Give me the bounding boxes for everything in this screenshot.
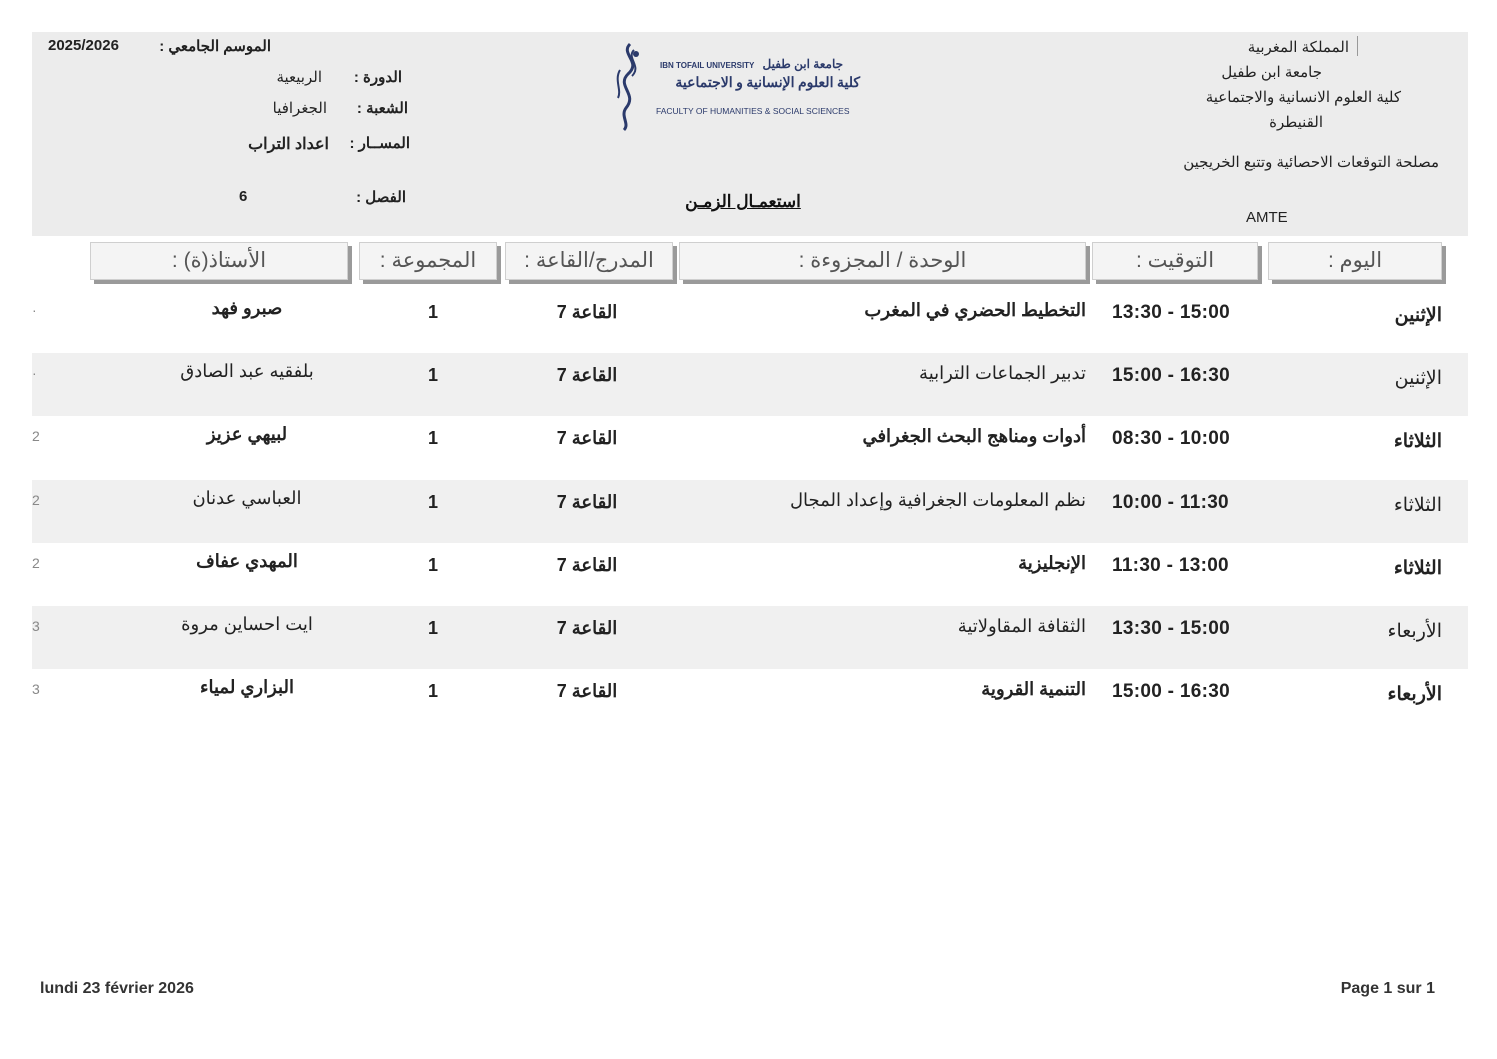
column-header-time: التوقيت : — [1092, 242, 1258, 280]
table-row — [32, 480, 1468, 543]
row-group: 1 — [427, 302, 438, 322]
row-edge-marker: 2 — [32, 492, 40, 508]
page-title: استعمـال الزمـن — [685, 192, 801, 211]
logo-faculty-en: FACULTY OF HUMANITIES & SOCIAL SCIENCES — [656, 106, 850, 116]
header-service: مصلحة التوقعات الاحصائية وتتبع الخريجين — [1183, 154, 1439, 171]
row-room: القاعة 7 — [556, 681, 618, 701]
row-room: القاعة 7 — [556, 555, 618, 575]
track-label: المســار : — [349, 135, 410, 152]
table-row — [32, 290, 1468, 353]
row-edge-marker: · — [32, 302, 37, 318]
column-header-group: المجموعة : — [359, 242, 497, 280]
session-value: الربيعية — [276, 69, 322, 86]
footer-page-number: Page 1 sur 1 — [1340, 980, 1435, 997]
row-time: 08:30 - 10:00 — [1112, 428, 1230, 449]
row-room: القاعة 7 — [556, 365, 618, 385]
branch-label: الشعبة : — [356, 100, 408, 117]
column-header-room: المدرج/القاعة : — [505, 242, 673, 280]
row-module: الإنجليزية — [1018, 553, 1086, 573]
row-time: 13:30 - 15:00 — [1112, 618, 1230, 639]
row-professor: ايت احساين مروة — [181, 614, 313, 634]
row-module: التخطيط الحضري في المغرب — [864, 300, 1086, 320]
row-time: 15:00 - 16:30 — [1112, 365, 1230, 386]
row-day: الأربعاء — [1387, 621, 1442, 642]
season-value: 2025/2026 — [48, 37, 119, 54]
semester-label: الفصل : — [356, 189, 406, 206]
logo-university-en: IBN TOFAIL UNIVERSITY — [660, 61, 755, 70]
column-header-professor: الأستاذ(ة) : — [90, 242, 348, 280]
row-professor: البزاري لمياء — [200, 677, 294, 697]
header-line-kingdom: المملكة المغربية — [1247, 39, 1349, 56]
row-room: القاعة 7 — [556, 618, 618, 638]
header-cursor-line — [1357, 36, 1358, 56]
footer-date: lundi 23 février 2026 — [40, 980, 194, 997]
row-time: 10:00 - 11:30 — [1112, 492, 1229, 513]
table-row — [32, 606, 1468, 669]
table-row — [32, 669, 1468, 732]
row-day: الإثنين — [1394, 368, 1442, 389]
table-row — [32, 416, 1468, 479]
header-code: AMTE — [1246, 209, 1288, 226]
row-day: الثلاثاء — [1393, 431, 1442, 452]
row-edge-marker: 2 — [32, 555, 40, 571]
column-header-day: اليوم : — [1268, 242, 1442, 280]
row-day: الثلاثاء — [1393, 558, 1442, 579]
session-label: الدورة : — [353, 69, 402, 86]
row-room: القاعة 7 — [556, 428, 618, 448]
row-module: نظم المعلومات الجغرافية وإعداد المجال — [789, 490, 1086, 510]
row-group: 1 — [427, 365, 438, 385]
semester-value: 6 — [239, 188, 248, 205]
row-group: 1 — [427, 492, 438, 512]
row-professor: لبيهي عزيز — [206, 424, 288, 444]
logo-university-ar: جامعة ابن طفيل — [762, 57, 844, 71]
row-edge-marker: · — [32, 365, 37, 381]
header-line-university: جامعة ابن طفيل — [1221, 64, 1322, 81]
row-group: 1 — [427, 555, 438, 575]
row-professor: بلفقيه عبد الصادق — [180, 361, 314, 381]
season-label: الموسم الجامعي : — [159, 38, 271, 55]
track-value: اعداد التراب — [248, 136, 329, 153]
row-module: أدوات ومناهج البحث الجغرافي — [862, 426, 1086, 446]
row-time: 11:30 - 13:00 — [1112, 555, 1229, 576]
logo-faculty-ar: كلية العلوم الإنسانية و الاجتماعية — [675, 76, 860, 91]
row-group: 1 — [427, 428, 438, 448]
row-room: القاعة 7 — [556, 302, 618, 322]
table-row — [32, 543, 1468, 606]
branch-value: الجغرافيا — [272, 100, 327, 117]
row-group: 1 — [427, 618, 438, 638]
row-professor: المهدي عفاف — [196, 551, 298, 571]
row-professor: العباسي عدنان — [192, 488, 302, 508]
header-line-faculty: كلية العلوم الانسانية والاجتماعية — [1205, 89, 1401, 106]
row-edge-marker: 3 — [32, 618, 40, 634]
row-professor: صبرو فهد — [211, 298, 283, 318]
row-module: الثقافة المقاولاتية — [957, 616, 1086, 636]
row-module: التنمية القروية — [981, 679, 1086, 699]
column-header-module: الوحدة / المجزوءة : — [679, 242, 1086, 280]
row-time: 15:00 - 16:30 — [1112, 681, 1230, 702]
row-day: الأربعاء — [1387, 684, 1442, 705]
row-day: الثلاثاء — [1393, 495, 1442, 516]
table-row — [32, 353, 1468, 416]
row-room: القاعة 7 — [556, 492, 618, 512]
header-line-city: القنيطرة — [1269, 114, 1323, 131]
university-logo — [612, 40, 864, 132]
row-module: تدبير الجماعات الترابية — [919, 363, 1086, 383]
row-group: 1 — [427, 681, 438, 701]
row-time: 13:30 - 15:00 — [1112, 302, 1230, 323]
row-edge-marker: 3 — [32, 681, 40, 697]
row-day: الإثنين — [1394, 305, 1442, 326]
row-edge-marker: 2 — [32, 428, 40, 444]
